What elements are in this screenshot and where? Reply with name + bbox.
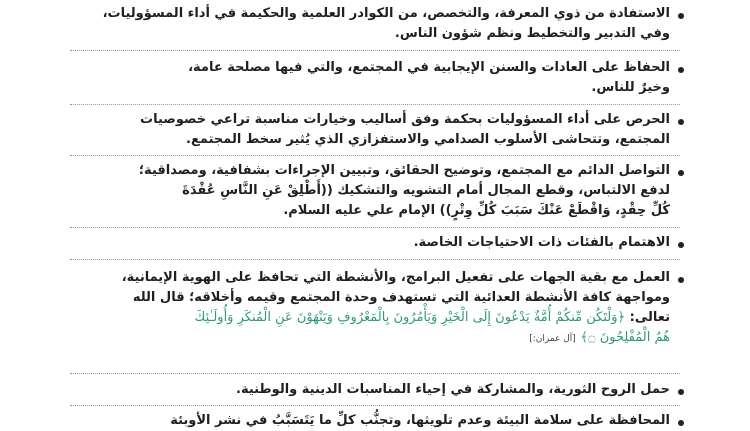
verse-line [70,308,670,328]
item-line: الاهتمام بالفئات ذات الاحتياجات الخاصة. [413,235,670,250]
list-item [70,411,670,431]
item-line: الاستفادة من ذوي المعرفة، والتخصص، من الكوادر العلمية والحكيمة في أداء المسؤوليات، [102,6,670,21]
bullet-icon [678,389,684,395]
item-line: لدفع الالتباس، وقطع المجال أمام التشويه والتشكيك ((أَطْلِقْ عَنِ النَّاسِ عُقْدَةَ [182,183,670,198]
divider [70,155,680,156]
list-item [70,58,670,98]
item-line: الحرص على أداء المسؤوليات بحكمة وفق أساليب وخيارات مناسبة تراعي خصوصيات [140,112,670,127]
list-item [70,268,670,349]
bullet-icon [678,277,684,283]
bullet-icon [678,420,684,426]
quran-verse-end: هُمُ الْمُفْلِحُونَ ۝﴾ [580,330,670,345]
list-item [70,161,670,221]
item-line: الحفاظ على العادات والسنن الإيجابية في المجتمع، والتي فيها مصلحة عامة، [188,60,670,75]
divider [70,259,680,260]
list-item [70,380,670,400]
list-item [70,110,670,150]
divider [70,227,680,228]
divider [70,405,680,406]
verse-reference: [آل عمران:] [529,334,576,344]
divider [70,104,680,105]
bullet-icon [678,119,684,125]
bullet-icon [678,242,684,248]
list-item [70,4,670,44]
bullet-icon [678,13,684,19]
list-item [70,233,670,253]
item-line: المحافظة على سلامة البيئة وعدم تلويثها، وتجنُّب كلِّ ما يَتَسَبَّبُ في نشر الأوبئة [170,413,670,428]
item-line: التواصل الدائم مع المجتمع، وتوضيح الحقائق، وتبيين الإجراءات بشفافية، ومصداقية؛ [138,163,670,178]
divider [70,50,680,51]
item-line: وخيرٌ للناس. [591,80,670,95]
quran-verse: ﴿وَلْتَكُن مِّنكُمْ أُمَّةٌ يَدْعُونَ إِلَى الْخَيْرِ وَيَأْمُرُونَ بِالْمَعْرُوفِ وَيَنْهَوْنَ عَنِ الْمُنكَرِ وَأُولَـٰئِكَ [194,310,626,325]
verse-prefix: تعالى: [629,310,670,325]
item-line: حمل الروح الثورية، والمشاركة في إحياء المناسبات الدينية والوطنية. [236,382,670,397]
bullet-icon [678,170,684,176]
item-line: المجتمع، وتتحاشى الأسلوب الصدامي والاستفزازي الذي يُثير سخط المجتمع. [186,132,670,147]
item-line: كُلِّ حِقْدٍ، وَاقْطَعْ عَنْكَ سَبَبَ كُلِّ وِتْرٍ)) الإمام علي عليه السلام. [283,203,670,218]
item-line: وفي التدبير والتخطيط ونظم شؤون الناس. [394,26,670,41]
item-line: ومواجهة كافة الأنشطة العدائية التي تستهدف وحدة المجتمع وقيمه وأخلاقه؛ قال الله [132,290,670,305]
verse-line-end [70,328,670,349]
divider [70,373,680,374]
item-line: العمل مع بقية الجهات على تفعيل البرامج، والأنشطة التي تحافظ على الهوية الإيمانية، [121,270,670,285]
bullet-icon [678,67,684,73]
